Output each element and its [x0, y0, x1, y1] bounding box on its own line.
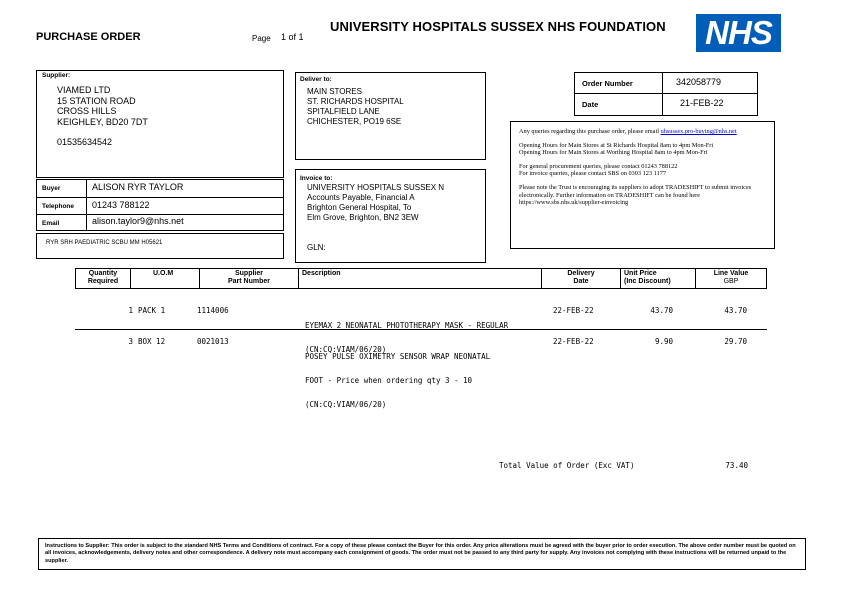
col-uom: U.O.M — [153, 270, 174, 277]
row-description-line: (CN:CQ:VIAM/06/20) — [305, 345, 387, 354]
col-unit-line2: (Inc Discount) — [624, 278, 671, 285]
invoice-address — [307, 183, 444, 223]
row-description — [305, 337, 490, 425]
supplier-line: CROSS HILLS — [57, 106, 117, 116]
telephone-label: Telephone — [42, 203, 75, 210]
row-quantity: 3 — [128, 337, 133, 346]
page-label: Page — [252, 34, 271, 43]
delivery-line: MAIN STORES — [307, 87, 362, 96]
email-label: Email — [42, 220, 60, 227]
invoice-to-label: Invoice to: — [300, 175, 333, 182]
col-unit-price — [624, 270, 671, 286]
col-quantity-line1: Quantity — [88, 270, 118, 277]
col-supplier-line2: Part Number — [227, 278, 270, 285]
row-description-line: (CN:CQ:VIAM/06/20) — [305, 400, 387, 409]
row-part-number: 1114006 — [197, 306, 229, 315]
order-date: 21-FEB-22 — [680, 98, 724, 108]
col-line-value-line2: GBP — [723, 278, 739, 285]
row-description-line: EYEMAX 2 NEONATAL PHOTOTHERAPY MASK - REGULAR — [305, 321, 509, 330]
col-line-value-line1: Line Value — [713, 270, 749, 277]
col-delivery-line2: Date — [573, 278, 589, 285]
row-divider — [75, 329, 767, 330]
deliver-to-label: Deliver to: — [300, 76, 332, 83]
invoice-to-box — [295, 169, 486, 263]
row-delivery-date: 22-FEB-22 — [553, 337, 594, 346]
buyer-email: alison.taylor9@nhs.net — [92, 216, 184, 226]
order-number: 342058779 — [676, 77, 722, 87]
col-delivery-line1: Delivery — [567, 270, 595, 277]
row-uom: BOX 12 — [138, 337, 166, 346]
document-type: PURCHASE ORDER — [36, 31, 141, 43]
order-info-box — [574, 72, 758, 116]
invoice-contact: For invoice queries, please contact SBS on 0303 123 1177 — [519, 170, 667, 178]
queries-email-link[interactable]: uhsussex.pro-buying@nhs.net — [660, 128, 737, 135]
order-date-label: Date — [582, 100, 599, 109]
invoice-line: Elm Grove, Brighton, BN2 3EW — [307, 213, 419, 222]
hours-worthing: Opening Hours for Main Stores at Worthing Hospital 8am to 4pm Mon-Fri — [519, 149, 708, 157]
row-description-line: POSEY PULSE OXIMETRY SENSOR WRAP NEONATAL — [305, 352, 491, 361]
supplier-address — [57, 85, 148, 148]
row-description-line: FOOT - Price when ordering qty 3 - 10 — [305, 376, 473, 385]
buyer-label: Buyer — [42, 185, 61, 192]
delivery-line: CHICHESTER, PO19 6SE — [307, 117, 402, 126]
col-quantity — [76, 270, 130, 286]
supplier-label: Supplier: — [42, 72, 71, 79]
buyer-telephone: 01243 788122 — [92, 200, 150, 210]
col-description: Description — [302, 270, 341, 277]
invoice-line: Accounts Payable, Financial A — [307, 193, 415, 202]
row-uom: PACK 1 — [138, 306, 166, 315]
col-quantity-line2: Required — [87, 278, 119, 285]
table-row — [75, 337, 767, 409]
procurement-contact: For general procurement queries, please contact 01243 788122 — [519, 162, 678, 170]
deliver-to-box — [295, 72, 486, 160]
buyer-name: ALISON RYR TAYLOR — [92, 182, 184, 192]
delivery-address — [307, 87, 404, 127]
row-line-value: 29.70 — [724, 337, 747, 346]
order-reference: RYR SRH PAEDIATRIC SCBU MM H05621 — [46, 240, 163, 246]
organisation-name: UNIVERSITY HOSPITALS SUSSEX NHS FOUNDATION — [330, 19, 666, 34]
row-delivery-date: 22-FEB-22 — [553, 306, 594, 315]
col-supplier-line1: Supplier — [234, 270, 263, 277]
page-number: 1 of 1 — [281, 32, 304, 42]
supplier-line: 15 STATION ROAD — [57, 95, 136, 106]
hours-st-richards: Opening Hours for Main Stores at St Richards Hospital 8am to 4pm Mon-Fri — [519, 141, 714, 149]
supplier-line: KEIGHLEY, BD20 7DT — [57, 116, 148, 127]
row-quantity: 1 — [128, 306, 133, 315]
order-number-label: Order Number — [582, 79, 633, 88]
row-unit-price: 9.90 — [654, 337, 673, 346]
row-line-value: 43.70 — [724, 306, 747, 315]
delivery-line: ST. RICHARDS HOSPITAL — [307, 97, 404, 106]
col-line-value — [696, 270, 766, 286]
supplier-line: VIAMED LTD — [57, 85, 111, 95]
nhs-logo — [696, 14, 781, 52]
reference-box — [36, 233, 284, 259]
buyer-box — [36, 179, 284, 231]
delivery-line: SPITALFIELD LANE — [307, 107, 380, 116]
invoice-line: Brighton General Hospital, To — [307, 203, 412, 212]
supplier-phone: 01535634542 — [57, 137, 113, 147]
table-header — [75, 268, 767, 289]
supplier-instructions-box — [38, 538, 806, 570]
supplier-instructions: Instructions to Supplier: This order is subject to the standard NHS Terms and Conditions of contract. For a copy of these please contact the Buyer for this order. Any price alterations must be agreed with the buyer prior to order execution. The above order number must be quoted on all invoices, acknowledgements, delivery notes and other correspondence. A delivery note must accompany each consignment of goods. The order must not be passed to any third party for supply. Any invoices not complying with these instructions will be returned unpaid to the supplier. — [45, 543, 796, 564]
col-supplier-part — [200, 270, 298, 286]
tradeshift-note: Please note the Trust is encouraging its suppliers to adopt TRADESHIFT to submit invoices electronically. Further information on TRADESHIFT can be found here https://www.sbs.nhs.uk/supplier-einvoicing — [519, 183, 752, 207]
row-part-number: 0021013 — [197, 337, 229, 346]
invoice-line: UNIVERSITY HOSPITALS SUSSEX N — [307, 183, 445, 192]
col-unit-line1: Unit Price — [624, 270, 657, 277]
row-unit-price: 43.70 — [650, 306, 673, 315]
gln-label: GLN: — [307, 243, 326, 252]
nhs-logo-text: NHS — [705, 14, 772, 51]
notes-box — [510, 121, 775, 249]
queries-text: Any queries regarding this purchase order, please email — [519, 128, 659, 135]
total-value: 73.40 — [725, 461, 748, 470]
col-delivery-date — [542, 270, 620, 286]
supplier-box — [36, 70, 284, 178]
total-label: Total Value of Order (Exc VAT) — [499, 461, 635, 470]
